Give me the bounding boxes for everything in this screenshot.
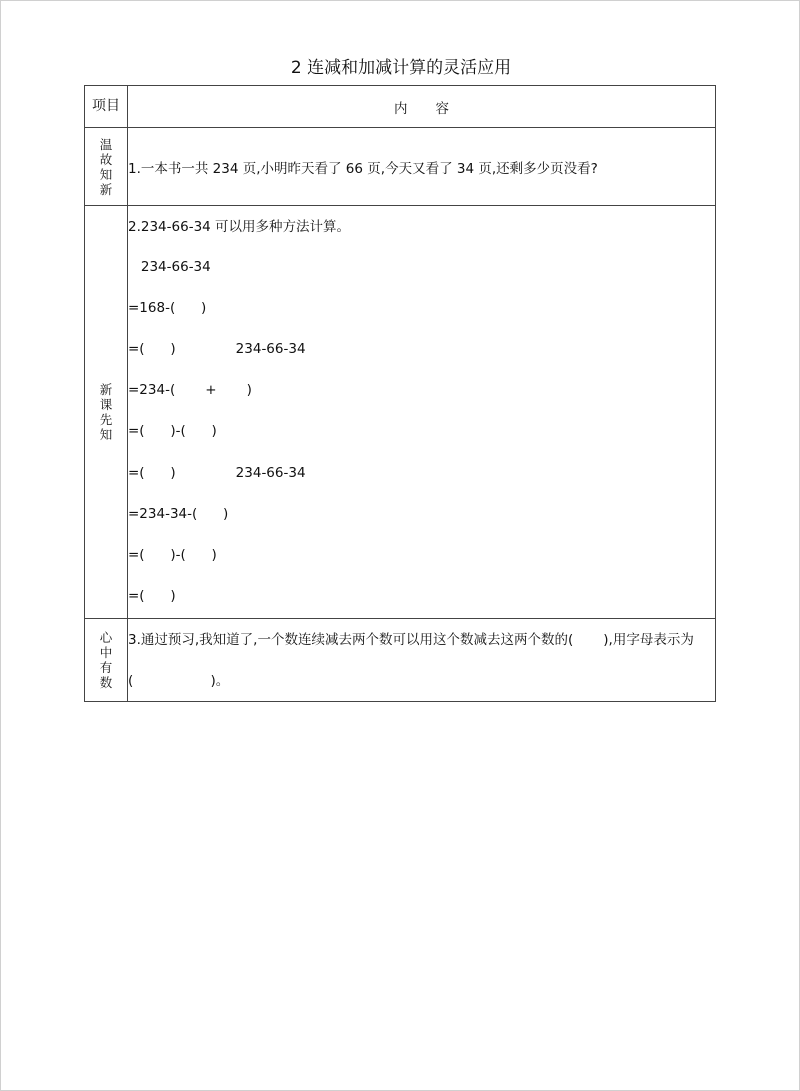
mind-label-cell (85, 619, 128, 702)
new-lesson-content-cell (128, 206, 716, 619)
header-content-label-2: 容 (435, 100, 449, 117)
exercise-line: =168-( ) (128, 299, 207, 316)
exercise-line: =( ) (128, 588, 176, 605)
mind-line-2: ( )。 (128, 672, 230, 689)
header-item-cell (85, 86, 128, 128)
new-lesson-label: 新课先知 (99, 382, 113, 442)
mind-line-1: 3.通过预习,我知道了,一个数连续减去两个数可以用这个数减去这两个数的( ),用字母表示为 (128, 631, 694, 648)
exercise-line: =234-34-( ) (128, 505, 229, 522)
review-row (85, 128, 716, 206)
exercise-line: =( )-( ) (128, 423, 217, 440)
header-item-label: 项目 (92, 98, 120, 114)
review-content-cell (128, 128, 716, 206)
exercise-line: 234-66-34 (128, 258, 211, 275)
header-content-label-1: 内 (394, 100, 408, 117)
header-content-cell (128, 86, 716, 128)
exercise-line: =( ) 234-66-34 (128, 341, 306, 358)
table-header-row (85, 86, 716, 128)
review-label: 温故知新 (99, 136, 113, 197)
mind-label: 心中有数 (99, 630, 113, 690)
worksheet-table (84, 85, 716, 702)
exercise-line: 2.234-66-34 可以用多种方法计算。 (128, 218, 351, 235)
page-title: 2 连减和加减计算的灵活应用 (290, 58, 512, 78)
mind-row (85, 619, 716, 702)
exercise-line: =234-( + ) (128, 382, 252, 399)
new-lesson-label-cell (85, 206, 128, 619)
review-question: 1.一本书一共 234 页,小明昨天看了 66 页,今天又看了 34 页,还剩多少页没看? (128, 160, 598, 177)
exercise-line: =( ) 234-66-34 (128, 464, 306, 481)
mind-content-cell (128, 619, 716, 702)
new-lesson-row (85, 206, 716, 619)
review-label-cell (85, 128, 128, 206)
exercise-line: =( )-( ) (128, 546, 217, 563)
